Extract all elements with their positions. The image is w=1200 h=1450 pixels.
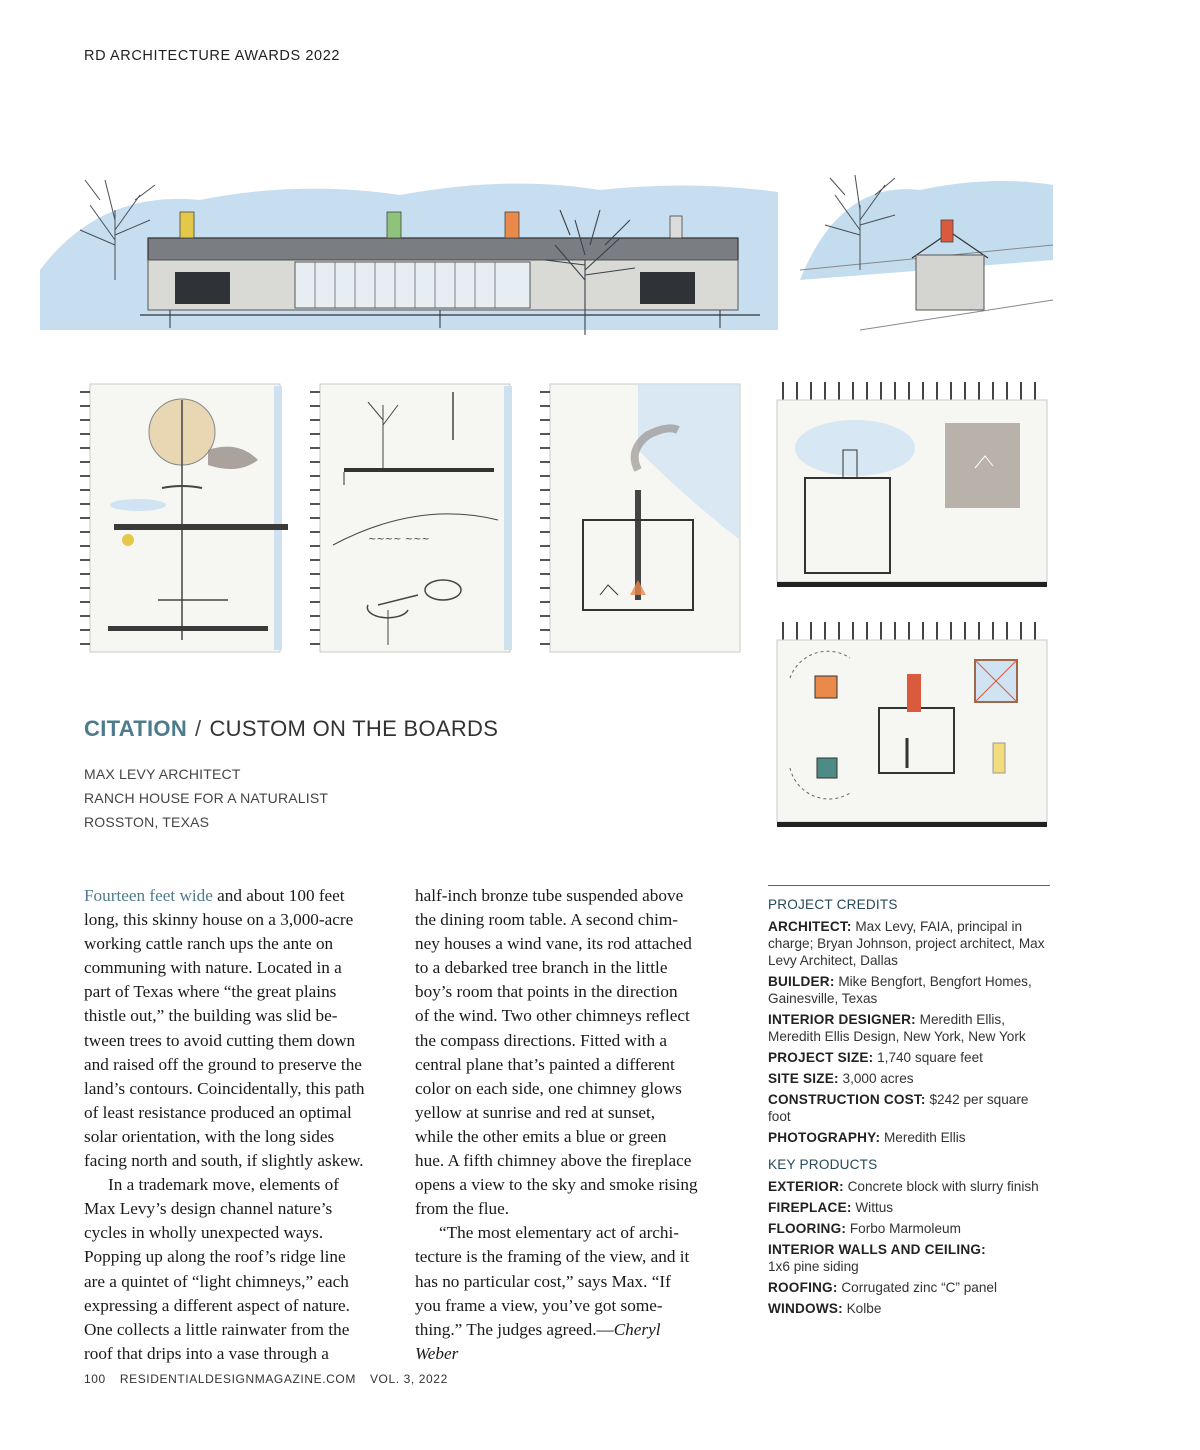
body-line: of the wind. Two other chimneys reflect	[415, 1006, 690, 1026]
body-line: tween trees to avoid cutting them down	[84, 1030, 356, 1050]
page-number: 100	[84, 1372, 106, 1386]
body-line: Popping up along the roof’s ridge line	[84, 1247, 346, 1267]
product-item: WINDOWS: Kolbe	[768, 1301, 882, 1316]
body-line: half-inch bronze tube suspended above	[415, 886, 684, 905]
body-line: roof that drips into a vase through a	[84, 1343, 329, 1363]
product-item: EXTERIOR: Concrete block with slurry finish	[768, 1179, 1039, 1194]
credit-item: INTERIOR DESIGNER: Meredith Ellis, Meredith Ellis Design, New York, New York	[768, 1012, 1026, 1044]
body-line: yellow at sunrise and red at sunset,	[415, 1102, 656, 1122]
project-name: RANCH HOUSE FOR A NATURALIST	[84, 790, 329, 806]
body-line: tecture is the framing of the view, and it	[415, 1247, 690, 1267]
project-credits-heading: PROJECT CREDITS	[768, 897, 898, 912]
body-line: the compass directions. Fitted with a	[415, 1030, 668, 1050]
body-line: the dining room table. A second chim-	[415, 910, 679, 930]
elevation-main-sketch	[40, 150, 780, 340]
project-meta	[84, 762, 328, 834]
body-column-2	[415, 884, 698, 1366]
lead-in: Fourteen feet wide	[84, 886, 213, 905]
body-line: has no particular cost,” says Max. “If	[415, 1271, 671, 1291]
body-line: thistle out,” the building was slid be-	[84, 1006, 338, 1026]
award-name: CUSTOM ON THE BOARDS	[209, 716, 499, 741]
body-line: hue. A fifth chimney above the fireplace	[415, 1151, 692, 1171]
credit-item: SITE SIZE: 3,000 acres	[768, 1071, 914, 1086]
firm-name: MAX LEVY ARCHITECT	[84, 766, 241, 782]
body-line: land’s contours. Coincidentally, this path	[84, 1078, 365, 1098]
product-item: INTERIOR WALLS AND CEILING: 1x6 pine siding	[768, 1242, 986, 1274]
award-category: CITATION	[84, 716, 188, 741]
credit-item: PROJECT SIZE: 1,740 square feet	[768, 1050, 983, 1065]
key-products-heading: KEY PRODUCTS	[768, 1157, 878, 1172]
body-line: cycles in wholly unexpected ways.	[84, 1223, 324, 1243]
product-item: FLOORING: Forbo Marmoleum	[768, 1221, 961, 1236]
body-line: opens a view to the sky and smoke rising	[415, 1175, 698, 1195]
sketchbook-rain-vase	[78, 380, 288, 660]
sketchbook-wind-vane	[308, 380, 518, 660]
sketchbook-light-chimneys	[775, 618, 1050, 833]
credit-item: ARCHITECT: Max Levy, FAIA, principal in charge; Bryan Johnson, project architect, Max Levy Architect, Dallas	[768, 919, 1045, 968]
sketchbook-compass-chimney	[775, 378, 1050, 593]
magazine-url: RESIDENTIALDESIGNMAGAZINE.COM	[119, 1372, 356, 1386]
author-byline-surname: Weber	[415, 1343, 459, 1363]
body-line: boy’s room that points in the direction	[415, 982, 678, 1002]
body-line: and raised off the ground to preserve the	[84, 1054, 362, 1074]
body-line: Max Levy’s design channel nature’s	[84, 1199, 333, 1219]
project-credits-sidebar	[768, 885, 1050, 1321]
elevation-side-sketch	[800, 150, 1055, 340]
body-line: from the flue.	[415, 1199, 510, 1219]
body-line: central plane that’s painted a different	[415, 1054, 675, 1074]
body-line: thing.” The judges agreed.—Cheryl	[415, 1319, 661, 1339]
sketchbook-fireplace	[538, 380, 748, 660]
body-column-1	[84, 884, 365, 1366]
body-line: communing with nature. Located in a	[84, 958, 342, 978]
body-line: One collects a little rainwater from the	[84, 1319, 350, 1339]
svg-text:~~~~ ~~~: ~~~~ ~~~	[368, 534, 430, 545]
body-line: to a debarked tree branch in the little	[415, 958, 668, 978]
body-line: expressing a different aspect of nature.	[84, 1295, 350, 1315]
body-line: of least resistance produced an optimal	[84, 1102, 352, 1122]
body-line: while the other emits a blue or green	[415, 1126, 667, 1146]
product-item: FIREPLACE: Wittus	[768, 1200, 894, 1215]
body-line: working cattle ranch ups the ante on	[84, 934, 334, 954]
body-line: ney houses a wind vane, its rod attached	[415, 934, 692, 954]
body-line: Fourteen feet wide and about 100 feet	[84, 886, 345, 905]
author-byline: Cheryl	[613, 1319, 661, 1339]
credit-item: PHOTOGRAPHY: Meredith Ellis	[768, 1130, 966, 1145]
body-line: are a quintet of “light chimneys,” each	[84, 1271, 349, 1291]
body-line: long, this skinny house on a 3,000-acre	[84, 910, 354, 930]
body-line: facing north and south, if slightly askew.	[84, 1151, 364, 1171]
body-line: part of Texas where “the great plains	[84, 982, 337, 1002]
volume-label: VOL. 3, 2022	[369, 1372, 448, 1386]
body-line: solar orientation, with the long sides	[84, 1126, 335, 1146]
section-kicker: RD ARCHITECTURE AWARDS 2022	[84, 48, 341, 64]
body-line: color on each side, one chimney glows	[415, 1078, 682, 1098]
title-separator: /	[195, 716, 202, 741]
credit-item: CONSTRUCTION COST: $242 per square foot	[768, 1092, 1029, 1124]
award-title	[84, 716, 498, 742]
body-line: “The most elementary act of archi-	[439, 1223, 680, 1243]
credit-item: BUILDER: Mike Bengfort, Bengfort Homes, Gainesville, Texas	[768, 974, 1032, 1006]
body-line: In a trademark move, elements of	[108, 1175, 339, 1195]
product-item: ROOFING: Corrugated zinc “C” panel	[768, 1280, 997, 1295]
body-line: you frame a view, you’ve got some-	[415, 1295, 663, 1315]
project-location: ROSSTON, TEXAS	[84, 814, 210, 830]
page-footer	[84, 1372, 462, 1386]
